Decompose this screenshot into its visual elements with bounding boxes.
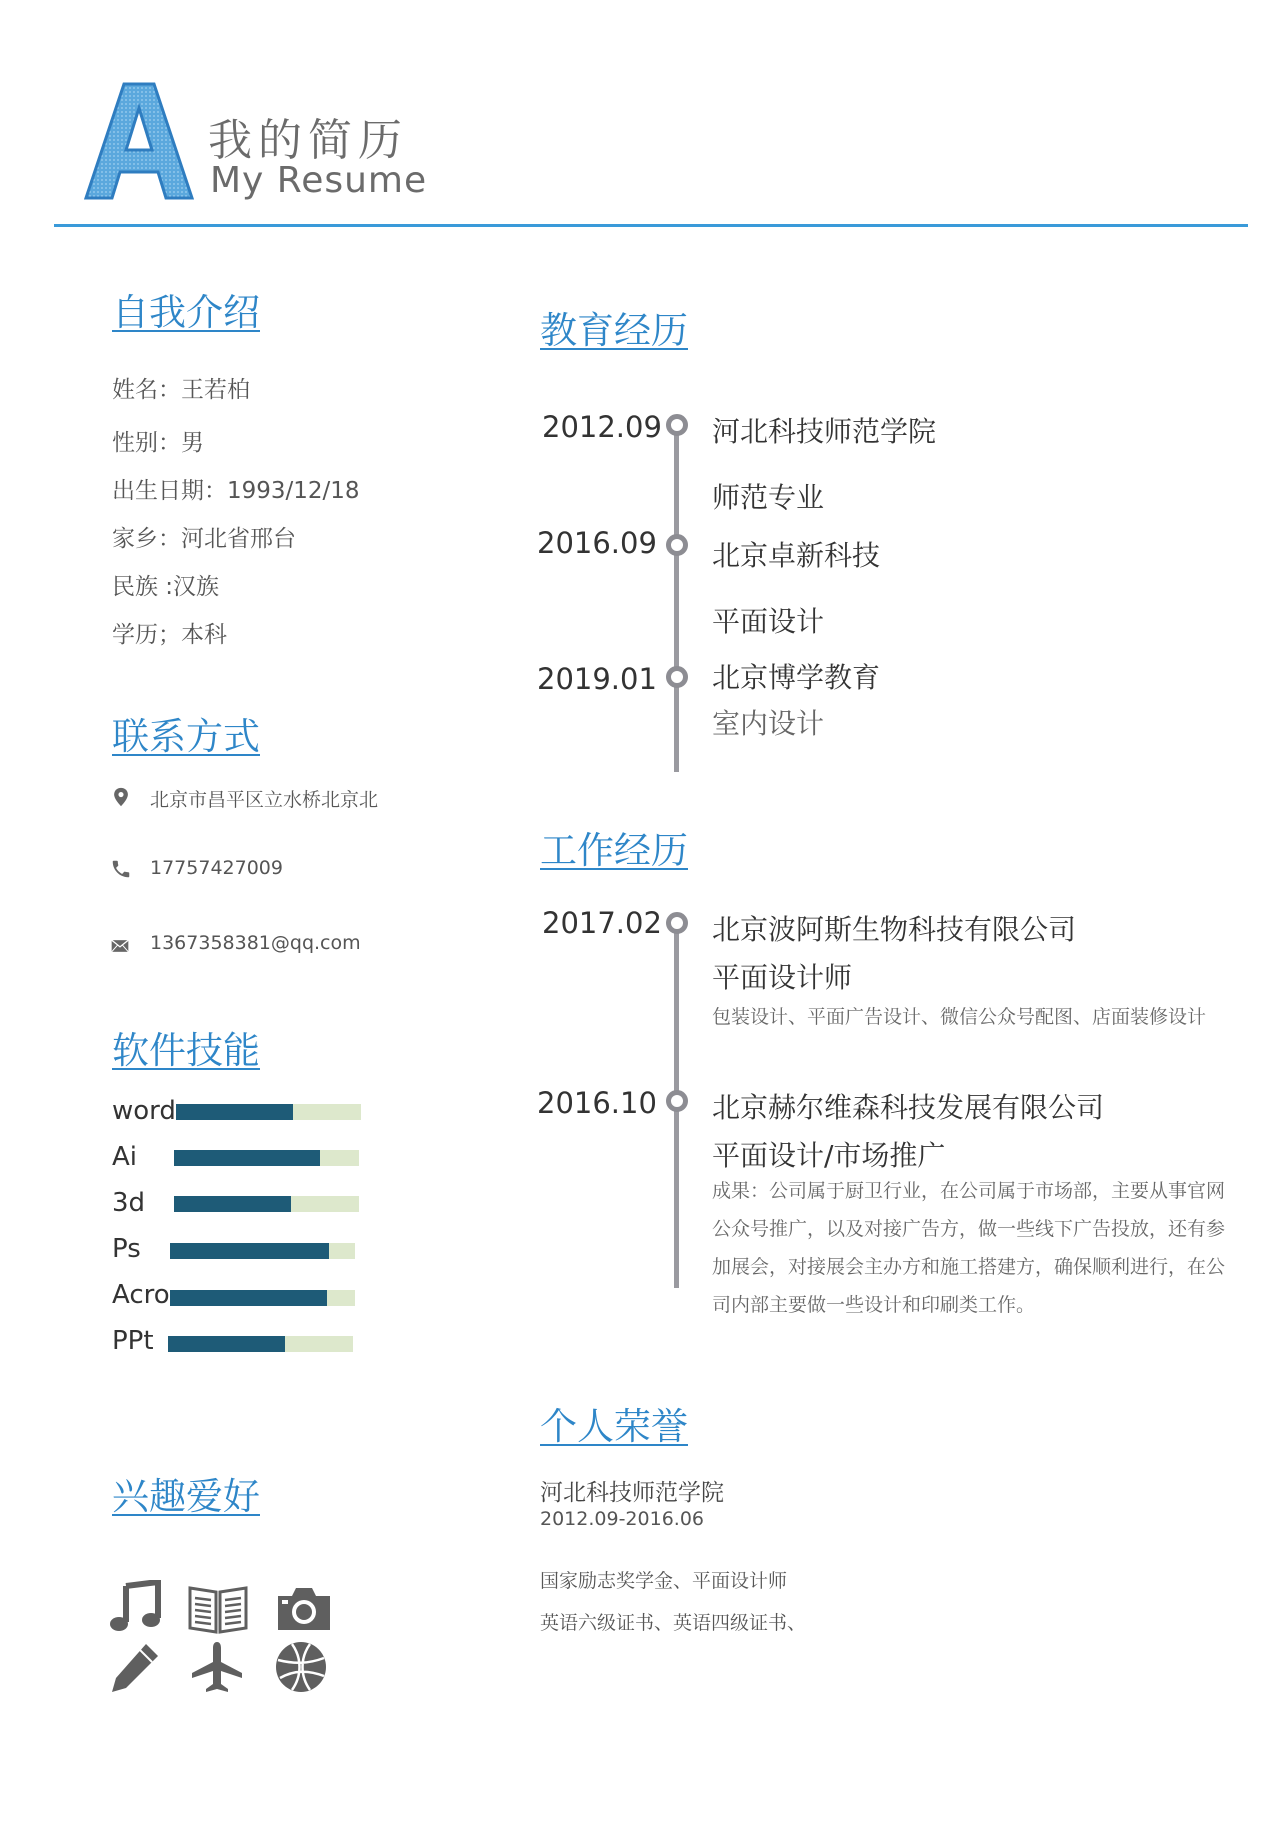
hobbies-heading: 兴趣爱好 bbox=[112, 1475, 260, 1518]
skill-bar bbox=[168, 1336, 353, 1352]
skill-bar-fill bbox=[168, 1336, 285, 1352]
location-pin-icon bbox=[110, 786, 132, 808]
edu-school: 北京卓新科技 bbox=[712, 539, 881, 572]
contact-heading: 联系方式 bbox=[112, 715, 260, 758]
contact-phone[interactable]: 17757427009 bbox=[150, 857, 283, 879]
timeline-dot bbox=[666, 534, 688, 556]
work-heading: 工作经历 bbox=[540, 829, 688, 872]
edu-date: 2016.09 bbox=[537, 526, 657, 560]
skill-bar-fill bbox=[174, 1196, 291, 1212]
education-timeline bbox=[674, 422, 679, 772]
skill-bar-fill bbox=[174, 1150, 320, 1166]
edu-major: 室内设计 bbox=[712, 707, 825, 740]
music-note-icon bbox=[108, 1580, 162, 1634]
skill-bar-fill bbox=[176, 1104, 293, 1120]
timeline-dot bbox=[666, 666, 688, 688]
skill-label: Ps bbox=[112, 1234, 141, 1264]
skill-label: 3d bbox=[112, 1188, 146, 1218]
timeline-dot bbox=[666, 1090, 688, 1112]
education-heading: 教育经历 bbox=[540, 309, 688, 352]
basketball-icon bbox=[274, 1640, 328, 1694]
mail-icon bbox=[110, 936, 130, 956]
skill-bar bbox=[176, 1104, 361, 1120]
honor-certificates: 英语六级证书、英语四级证书、 bbox=[540, 1612, 807, 1634]
pencil-icon bbox=[108, 1640, 162, 1694]
work-date: 2016.10 bbox=[537, 1086, 657, 1120]
edu-major: 平面设计 bbox=[712, 605, 825, 638]
airplane-icon bbox=[190, 1640, 244, 1694]
skill-bar bbox=[170, 1243, 355, 1259]
resume-title-cn: 我的简历 bbox=[208, 115, 408, 166]
honors-heading: 个人荣誉 bbox=[540, 1405, 688, 1448]
contact-address: 北京市昌平区立水桥北京北 bbox=[150, 789, 379, 811]
skill-bar bbox=[170, 1290, 355, 1306]
work-company: 北京波阿斯生物科技有限公司 bbox=[712, 913, 1077, 946]
honor-award: 国家励志奖学金、平面设计师 bbox=[540, 1570, 788, 1592]
intro-education: 学历；本科 bbox=[112, 622, 227, 648]
work-description: 包装设计、平面广告设计、微信公众号配图、店面装修设计 bbox=[712, 1006, 1207, 1028]
intro-hometown: 家乡：河北省邢台 bbox=[112, 526, 296, 552]
phone-icon bbox=[110, 858, 132, 880]
intro-birthdate: 出生日期：1993/12/18 bbox=[112, 478, 360, 504]
intro-ethnicity: 民族 :汉族 bbox=[112, 574, 220, 600]
work-description: 成果：公司属于厨卫行业，在公司属于市场部，主要从事官网公众号推广，以及对接广告方，做一些线下广告投放，还有参加展会，对接展会主办方和施工搭建方，确保顺利进行，在公司内部主要做一些设计和印刷类工作。 bbox=[712, 1180, 1226, 1316]
skill-label: Acro bbox=[112, 1280, 170, 1310]
edu-major: 师范专业 bbox=[712, 481, 825, 514]
work-date: 2017.02 bbox=[542, 906, 662, 940]
intro-heading: 自我介绍 bbox=[112, 291, 260, 334]
skill-label: PPt bbox=[112, 1326, 154, 1356]
camera-icon bbox=[274, 1582, 334, 1636]
work-role: 平面设计/市场推广 bbox=[712, 1139, 946, 1172]
skill-bar bbox=[174, 1196, 359, 1212]
skill-label: word bbox=[112, 1096, 176, 1126]
skill-label: Ai bbox=[112, 1142, 138, 1172]
contact-email[interactable]: 1367358381@qq.com bbox=[150, 932, 361, 954]
logo-letter-a bbox=[84, 82, 194, 200]
resume-title-en: My Resume bbox=[210, 160, 428, 201]
honor-period: 2012.09-2016.06 bbox=[540, 1508, 704, 1530]
work-company: 北京赫尔维森科技发展有限公司 bbox=[712, 1091, 1105, 1124]
intro-name: 姓名：王若柏 bbox=[112, 377, 250, 403]
header-divider bbox=[54, 224, 1248, 227]
book-icon bbox=[188, 1582, 248, 1636]
skills-heading: 软件技能 bbox=[112, 1029, 260, 1072]
skill-bar-fill bbox=[170, 1290, 327, 1306]
edu-date: 2019.01 bbox=[537, 662, 657, 696]
skill-bar-fill bbox=[170, 1243, 329, 1259]
timeline-dot bbox=[666, 414, 688, 436]
edu-school: 河北科技师范学院 bbox=[712, 415, 937, 448]
intro-gender: 性别：男 bbox=[112, 430, 204, 456]
work-role: 平面设计师 bbox=[712, 961, 853, 994]
skill-bar bbox=[174, 1150, 359, 1166]
timeline-dot bbox=[666, 912, 688, 934]
edu-date: 2012.09 bbox=[542, 410, 662, 444]
honor-school: 河北科技师范学院 bbox=[540, 1480, 724, 1506]
edu-school: 北京博学教育 bbox=[712, 661, 881, 694]
